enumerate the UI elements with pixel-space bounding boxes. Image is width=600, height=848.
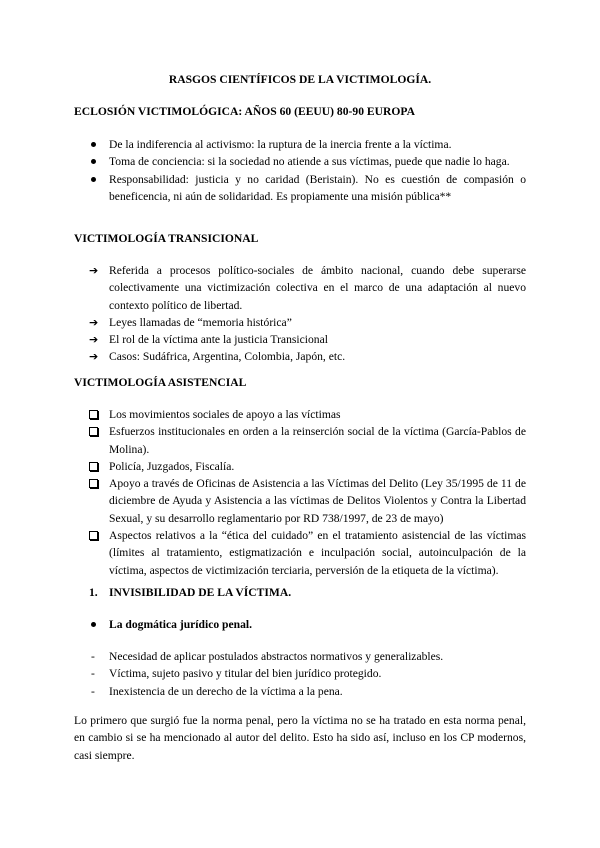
- list-item: ➔ Casos: Sudáfrica, Argentina, Colombia, Japón, etc.: [89, 348, 526, 365]
- heading-transicional: VICTIMOLOGÍA TRANSICIONAL: [74, 232, 259, 245]
- list-item: ➔ El rol de la víctima ante la justicia Transicional: [89, 331, 526, 348]
- arrow-right-icon: ➔: [89, 333, 99, 347]
- dash-icon: -: [91, 684, 95, 698]
- list-item: De la indiferencia al activismo: la ruptura de la inercia frente a la víctima.: [109, 138, 452, 151]
- section-number: 1.: [89, 586, 98, 599]
- list-eclosion: [89, 136, 526, 205]
- paragraph-invisibilidad: Lo primero que surgió fue la norma penal, pero la víctima no se ha tratado en esta norma penal, en cambio si se ha mencionado al autor del delito. Esto ha sido así, incluso en los CP modernos, casi siempre.: [74, 714, 526, 762]
- list-item: Apoyo a través de Oficinas de Asistencia a las Víctimas del Delito (Ley 35/1995 de 11 de diciembre de Ayuda y Asistencia a las víctimas de Delitos Violentos y Contra la Libertad Sexual, y su desarrollo reglamentario por RD 738/1997, de 23 de mayo): [109, 477, 526, 525]
- list-item: Esfuerzos institucionales en orden a la reinserción social de la víctima (García-Pablos de Molina).: [109, 425, 526, 456]
- list-item: ➔ Referida a procesos político-sociales de ámbito nacional, cuando debe superarse colectivamente una victimización colectiva en el marco de una adaptación al nuevo contexto político de libertad.: [89, 264, 526, 312]
- list-invisibilidad: [89, 648, 526, 700]
- list-item: ➔ Leyes llamadas de “memoria histórica”: [89, 314, 526, 331]
- list-item: - Víctima, sujeto pasivo y titular del bien jurídico protegido.: [89, 665, 526, 682]
- heading-asistencial: VICTIMOLOGÍA ASISTENCIAL: [74, 376, 247, 389]
- list-item: - Inexistencia de un derecho de la víctima a la pena.: [89, 683, 526, 700]
- list-item: Los movimientos sociales de apoyo a las víctimas: [109, 408, 341, 421]
- list-item: Responsabilidad: justicia y no caridad (Beristain). No es cuestión de compasión o beneficencia, ni aún de solidaridad. Es propiamente una misión pública**: [109, 172, 526, 203]
- heading-invisibilidad: [89, 584, 291, 601]
- list-item: Policía, Juzgados, Fiscalía.: [109, 459, 235, 473]
- page-title: RASGOS CIENTÍFICOS DE LA VICTIMOLOGÍA.: [168, 73, 432, 86]
- list-item: - Necesidad de aplicar postulados abstractos normativos y generalizables.: [89, 648, 526, 665]
- list-transicional: [89, 262, 526, 366]
- arrow-right-icon: ➔: [89, 315, 99, 329]
- section-heading-text: INVISIBILIDAD DE LA VÍCTIMA.: [109, 586, 292, 599]
- list-item: Toma de conciencia: si la sociedad no atiende a sus víctimas, puede que nadie lo haga.: [109, 155, 510, 169]
- list-item: Aspectos relativos a la “ética del cuidado” en el tratamiento asistencial de las víctimas (límites al tratamiento, estigmatización e inculpación social, autoinculpación de la víctima, aspectos de victimización terciaria, perversión de la etiqueta de la víctima).: [109, 529, 526, 577]
- dash-icon: -: [91, 667, 95, 681]
- subheading-dogmatica: La dogmática jurídico penal.: [109, 618, 252, 631]
- dash-icon: -: [91, 650, 95, 663]
- arrow-right-icon: ➔: [89, 350, 99, 364]
- list-asistencial: [89, 406, 526, 579]
- arrow-right-icon: ➔: [89, 264, 99, 277]
- heading-eclosion: ECLOSIÓN VICTIMOLÓGICA: AÑOS 60 (EEUU) 80-90 EUROPA: [74, 105, 415, 118]
